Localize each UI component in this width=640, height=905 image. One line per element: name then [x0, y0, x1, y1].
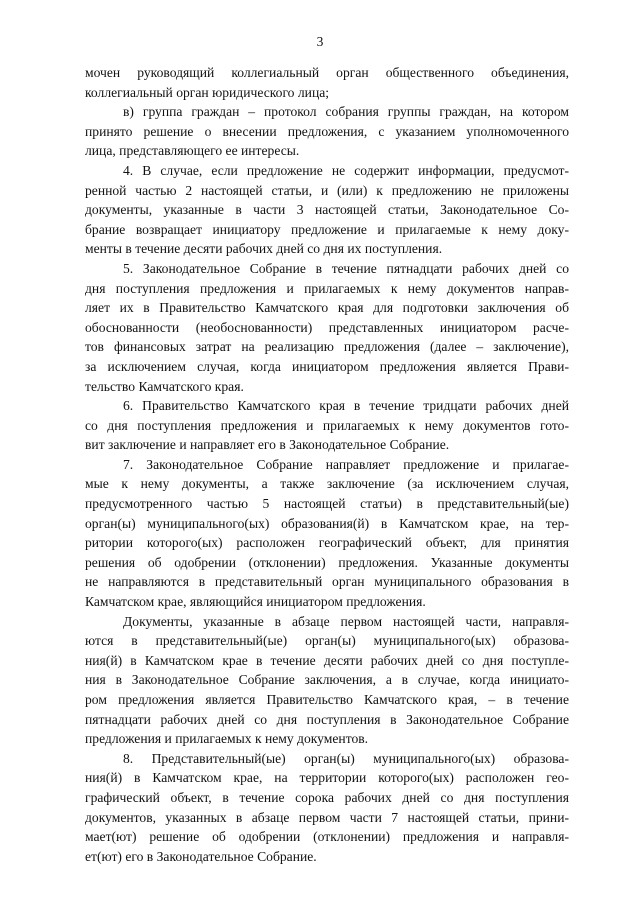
text-line: пятнадцати рабочих дней со дня поступления в Законодательное Собрание [85, 711, 569, 727]
text-line: принято решение о внесении предложения, с указанием уполномоченного [85, 123, 569, 139]
text-line: 5. Законодательное Собрание в течение пятнадцати рабочих дней со [123, 260, 569, 276]
text-line: брание возвращает инициатору предложение и прилагаемые к нему доку- [85, 221, 569, 237]
text-line: мочен руководящий коллегиальный орган общественного объединения, [85, 65, 569, 80]
text-line: вит заключение и направляет его в Законодательное Собрание. [85, 437, 450, 453]
text-line: 6. Правительство Камчатского края в течение тридцати рабочих дней [123, 398, 569, 414]
paragraph-7b [85, 612, 569, 749]
paragraph-5 [85, 259, 569, 396]
text-line: 4. В случае, если предложение не содержит информации, предусмот- [123, 162, 569, 178]
text-line: графический объект, в течение сорока рабочих дней со дня поступления [85, 789, 569, 805]
text-line: тов финансовых затрат на реализацию предложения (далее – заключение), [85, 339, 569, 355]
text-line: ренной частью 2 настоящей статьи, и (или) к предложению не приложены [85, 182, 569, 198]
paragraph-v [85, 102, 569, 161]
text-line: коллегиальный орган юридического лица; [85, 84, 330, 100]
text-line: дня поступления предложения и прилагаемых к нему документов направ- [85, 280, 569, 296]
text-line: тельство Камчатского края. [85, 378, 244, 394]
document-body [85, 63, 569, 866]
text-line: не направляются в представительный орган муниципального образования в [85, 574, 569, 590]
paragraph-6 [85, 396, 569, 455]
text-line: ния(й) в Камчатском крае, на территории которого(ых) расположен гео- [85, 770, 569, 786]
text-line: обоснованности (необоснованности) представленных инициатором расче- [85, 319, 569, 335]
text-line: лица, представляющего ее интересы. [85, 143, 300, 159]
paragraph-7 [85, 455, 569, 612]
paragraph-4 [85, 161, 569, 259]
text-line: мые к нему документы, а также заключение (за исключением случая, [85, 476, 569, 492]
text-line: 8. Представительный(ые) орган(ы) муниципального(ых) образова- [123, 750, 569, 766]
text-line: Камчатском крае, являющийся инициатором предложения. [85, 594, 426, 610]
paragraph-continuation [85, 63, 569, 102]
text-line: 7. Законодательное Собрание направляет предложение и прилагае- [123, 456, 569, 472]
text-line: предложения и прилагаемых к нему документов. [85, 731, 369, 747]
text-line: ром предложения является Правительство Камчатского края, – в течение [85, 692, 569, 707]
text-line: ритории которого(ых) расположен географический объект, для принятия [85, 535, 569, 551]
text-line: в) группа граждан – протокол собрания группы граждан, на котором [123, 104, 569, 120]
text-line: документов, указанных в абзаце первом части 7 настоящей статьи, прини- [85, 809, 569, 825]
text-line: менты в течение десяти рабочих дней со дня их поступления. [85, 241, 443, 257]
text-line: ются в представительный(ые) орган(ы) муниципального(ых) образова- [85, 633, 569, 649]
text-line: за исключением случая, когда инициатором предложения является Прави- [85, 358, 569, 374]
text-line: орган(ы) муниципального(ых) образования(й) в Камчатском крае, на тер- [85, 515, 569, 531]
text-line: ния(й) в Камчатском крае в течение десяти рабочих дней со дня поступле- [85, 652, 569, 668]
text-line: со дня поступления предложения и прилагаемых к нему документов гото- [85, 417, 569, 433]
page-number: 3 [316, 34, 324, 49]
text-line: Документы, указанные в абзаце первом настоящей части, направля- [123, 613, 569, 629]
text-line: ляет их в Правительство Камчатского края для подготовки заключения об [85, 300, 569, 316]
text-line: предусмотренного частью 5 настоящей статьи) в представительный(ые) [85, 496, 569, 512]
text-line: документы, указанные в части 3 настоящей статьи, Законодательное Со- [85, 202, 569, 218]
text-line: мает(ют) решение об одобрении (отклонении) предложения и направля- [85, 829, 569, 845]
text-line: ния в Законодательное Собрание заключения, а в случае, когда инициато- [85, 672, 569, 688]
paragraph-8 [85, 749, 569, 867]
text-line: ет(ют) его в Законодательное Собрание. [85, 848, 317, 864]
text-line: решения об одобрении (отклонении) предложения. Указанные документы [85, 554, 569, 570]
